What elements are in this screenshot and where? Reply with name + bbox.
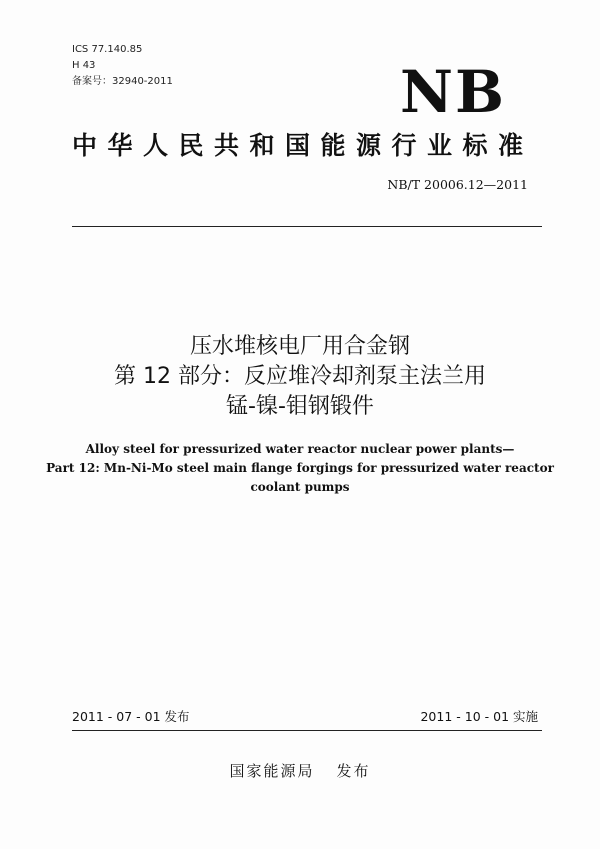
english-title-line-3: coolant pumps xyxy=(250,480,350,494)
issuing-authority xyxy=(40,760,560,782)
chinese-title-line-2: 第 12 部分：反应堆冷却剂泵主法兰用 xyxy=(114,364,486,389)
footer-divider xyxy=(72,730,542,731)
organization-title: 中华人民共和国能源行业标准 xyxy=(72,131,534,160)
header-divider xyxy=(72,226,542,227)
implementation-date: 2011 - 10 - 01 实施 xyxy=(420,709,538,724)
chinese-title xyxy=(40,332,560,422)
standard-number: NB/T 20006.12—2011 xyxy=(387,177,528,192)
english-title-line-2: Part 12: Mn-Ni-Mo steel main flange forgings for pressurized water reactor xyxy=(46,461,554,475)
classification-block xyxy=(72,42,173,90)
english-title xyxy=(40,440,560,497)
nb-logo: NB xyxy=(400,58,507,126)
chinese-title-line-1: 压水堆核电厂用合金钢 xyxy=(189,334,410,359)
ccs-code: H 43 xyxy=(72,60,96,71)
record-number: 备案号：32940-2011 xyxy=(72,76,173,87)
issuer-action: 发布 xyxy=(336,762,371,780)
ics-code: ICS 77.140.85 xyxy=(72,44,143,55)
issuer-name: 国家能源局 xyxy=(229,762,315,780)
chinese-title-line-3: 锰-镍-钼钢锻件 xyxy=(226,394,374,419)
english-title-line-1: Alloy steel for pressurized water reactor nuclear power plants— xyxy=(85,442,515,456)
issue-date: 2011 - 07 - 01 发布 xyxy=(72,709,190,724)
